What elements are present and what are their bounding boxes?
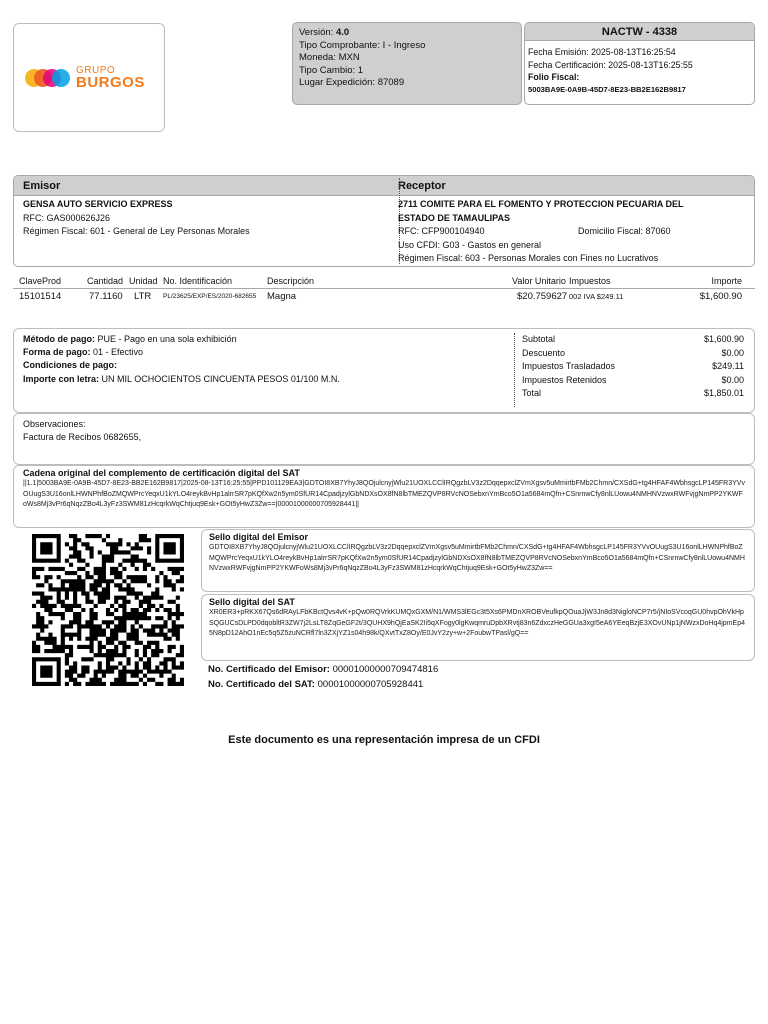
row-identificacion: PL/23625/EXP/ES/2020-682655: [163, 293, 257, 300]
receptor-domicilio: Domicilio Fiscal: 87060: [578, 226, 671, 236]
lugar-expedicion: Lugar Expedición: 87089: [299, 77, 405, 88]
cert-sat-label: No. Certificado del SAT:: [208, 679, 315, 690]
observaciones-text: Factura de Recibos 0682655,: [23, 432, 142, 442]
col-valor: Valor Unitario: [512, 276, 566, 286]
observaciones-box: [13, 413, 755, 465]
col-descripcion: Descripción: [267, 276, 315, 286]
row-importe: $1,600.90: [699, 291, 742, 302]
cadena-text: ||1.1|5003BA9E-0A9B-45D7-8E23-BB2E162B9817|2025-08-13T16:25:55|PPD101129EA3|GDTOI8XB7YhyJ8QOjulcnyjWlu21UOXLCClIRQgzbLV3z2DqqepxclZVmXgsv5uMmirtbFMb2Chmn/CXSdG+tg4HFAF4WbhsgcLP145FR3YVvOUugS3U16onlLHWNPhfBoZMQWPrcYeqxU1kYLO4reykBvHp1alrrSR7pKQfXw2n5ym0SfUR14CpadjzylGbNDXsOX8fN8lbTMEZQVP8RVcNOSebxnYmBco5O1a5684mQfn+CSnrnwCfy8nlLUowu4NMHNVzwxRWFvjgNmPP2YKWFoWs8Mj3vPr6qNqzZBo4L3yFz3SWM81zHcqrkWqChtjuq9Esk+GOt5yHwZ3Zw==|00001000000705928441||: [23, 480, 745, 508]
total-label: Total: [522, 388, 542, 398]
col-clave: ClaveProd: [19, 276, 62, 286]
row-clave: 15101514: [19, 291, 62, 302]
version-value: 4.0: [335, 27, 350, 38]
tipo-cambio: Tipo Cambio: 1: [299, 64, 364, 76]
logo-mark-icon: [24, 66, 74, 90]
subtotal-label: Subtotal: [522, 334, 556, 344]
cert-emisor-value: 00001000000709474816: [332, 664, 439, 675]
row-descripcion: Magna: [267, 291, 297, 302]
fecha-emision: Fecha Emisión: 2025-08-13T16:25:54: [528, 47, 676, 57]
moneda: Moneda: MXN: [299, 52, 360, 63]
emisor-receptor-header: [14, 176, 754, 196]
receptor-details: [398, 198, 748, 266]
forma-value: 01 - Efectivo: [93, 347, 144, 358]
cadena-original-box: [13, 465, 755, 528]
logo-box: [13, 23, 165, 132]
emisor-header: Emisor: [23, 180, 61, 192]
folio-box: [524, 22, 755, 105]
total-value: $1,850.01: [703, 388, 744, 398]
col-unidad: Unidad: [129, 276, 158, 286]
footer-note: Este documento es una representación impresa de un CFDI: [228, 734, 540, 746]
letra-label: Importe con letra:: [23, 373, 100, 384]
col-importe: Importe: [711, 276, 742, 286]
pago-totales-box: [13, 328, 755, 413]
sello-sat-box: [201, 594, 755, 661]
condiciones-label: Condiciones de pago:: [23, 360, 118, 371]
certificado-sat: [208, 679, 423, 690]
receptor-name-2: ESTADO DE TAMAULIPAS: [398, 212, 510, 223]
sello-sat-title: Sello digital del SAT: [209, 597, 295, 607]
descuento-value: $0.00: [721, 347, 744, 358]
row-unidad: LTR: [134, 291, 152, 302]
col-impuestos: Impuestos: [569, 276, 611, 286]
emisor-details: [23, 198, 250, 239]
receptor-name-1: 2711 COMITE PARA EL FOMENTO Y PROTECCION PECUARIA DEL: [398, 199, 684, 209]
metodo-value: PUE - Pago en una sola exhibición: [97, 334, 237, 344]
retenidos-label: Impuestos Retenidos: [522, 374, 607, 385]
fecha-certificacion: Fecha Certificación: 2025-08-13T16:25:55: [528, 59, 693, 70]
observaciones-label: Observaciones:: [23, 419, 86, 429]
version-label: Versión:: [299, 27, 334, 38]
sello-emisor-box: [201, 529, 755, 592]
col-cantidad: Cantidad: [87, 276, 124, 286]
letra-value: UN MIL OCHOCIENTOS CINCUENTA PESOS 01/100 M.N.: [101, 373, 340, 384]
row-cantidad: 77.1160: [89, 291, 123, 302]
row-valor: $20.759627: [517, 291, 568, 302]
metodo-label: Método de pago:: [23, 334, 95, 344]
company-logo: [24, 66, 145, 90]
cadena-title: Cadena original del complemento de certificación digital del SAT: [23, 468, 300, 478]
descuento-label: Descuento: [522, 347, 566, 358]
qr-code-icon: [32, 534, 184, 686]
receptor-header: Receptor: [398, 180, 446, 192]
sello-sat-text: XR0ER3+pRKX67Qs6dRAyLFbKBctQvs4vK+pQw0RQVrkKUMQxGXM/N1/WMS3lEGc3t5Xs6PMDnXROBVeufkpQOuaJjW3Jn8d3NigloNCP7r5/jNIoSVcoqGU0hvpOhVkHpSQGUCsDLPD0dqobltR3ZW7j2LsLT8ZqGeGF2t/3QUHX9hQjEaSK2Ii5qXFogy0lgKwqmruDpbXRvtj83n6ZdxczHeGGUa3xgI5eA6YEeqBzjE3XOvUNp1jNWzxDoHq4jpmEp45N8pD12AhO1nEc5q5Z5zuNCRfl7ln3ZXjYZ1s04h98k/QXvtTxZ8Oy/E0JvY2zy+w+2FoubwTPasl/gQ==: [209, 609, 745, 637]
emisor-rfc: RFC: GAS000626J26: [23, 212, 111, 223]
logo-text-top: GRUPO: [76, 65, 116, 76]
table-row: [13, 291, 755, 303]
folio-title: NACTW - 4338: [525, 23, 754, 41]
sello-emisor-title: Sello digital del Emisor: [209, 532, 309, 542]
folio-fiscal-value: 5003BA9E-0A9B-45D7-8E23-BB2E162B9817: [528, 84, 686, 94]
col-identificacion: No. Identificación: [163, 276, 233, 286]
cert-emisor-label: No. Certificado del Emisor:: [208, 664, 330, 675]
receptor-regimen: Régimen Fiscal: 603 - Personas Morales con Fines no Lucrativos: [398, 253, 659, 263]
comprobante-info: [292, 22, 522, 105]
cert-sat-value: 00001000000705928441: [317, 679, 424, 690]
trasladados-label: Impuestos Trasladados: [522, 361, 616, 371]
pago-details: [23, 333, 340, 386]
emisor-regimen: Régimen Fiscal: 601 - General de Ley Personas Morales: [23, 226, 250, 236]
trasladados-value: $249.11: [712, 361, 744, 371]
emisor-receptor-box: [13, 175, 755, 267]
row-impuestos: 002 IVA $249.11: [569, 292, 624, 301]
sello-emisor-text: GDTOI8XB7YhyJ8QOjulcnyjWlu21UOXLCClIRQgzbLV3z2DqqepxclZVmXgsv5uMmirtbFMb2Chmn/CXSdG+tg4HFAF4WbhsgcLP145FR3YVvOUugS3U16onlLHWNPhfBoZMQWPrcYeqxU1kYLO4reykBvHp1alrrSR7pKQfXw2n5ym0SfUR14CpadjzylGbNDXsOX8fN8lbTMEZQVP8RVcNOSebxnYmBco5O1a5684mQfn+CSnrnwCfy8nlLUowu4NMHNVzwxRWFvjgNmPP2YKWFoWs8Mj3vPr6qNqzZBo4L3yFz3SWM81zHcqrkWqChtjuq9Esk+GOt5yHwZ3Zw==: [209, 544, 745, 572]
totales-divider: [514, 333, 515, 407]
forma-label: Forma de pago:: [23, 347, 91, 358]
certificado-emisor: [208, 664, 438, 675]
conceptos-divider: [13, 288, 755, 289]
receptor-rfc: RFC: CFP900104940: [398, 226, 485, 236]
folio-fiscal-label: Folio Fiscal:: [528, 72, 580, 82]
tipo-comprobante: Tipo Comprobante: I - Ingreso: [299, 39, 426, 51]
retenidos-value: $0.00: [721, 374, 744, 385]
subtotal-value: $1,600.90: [703, 334, 744, 344]
receptor-uso-cfdi: Uso CFDI: G03 - Gastos en general: [398, 239, 542, 250]
emisor-name: GENSA AUTO SERVICIO EXPRESS: [23, 199, 173, 209]
logo-text-main: BURGOS: [76, 74, 145, 91]
